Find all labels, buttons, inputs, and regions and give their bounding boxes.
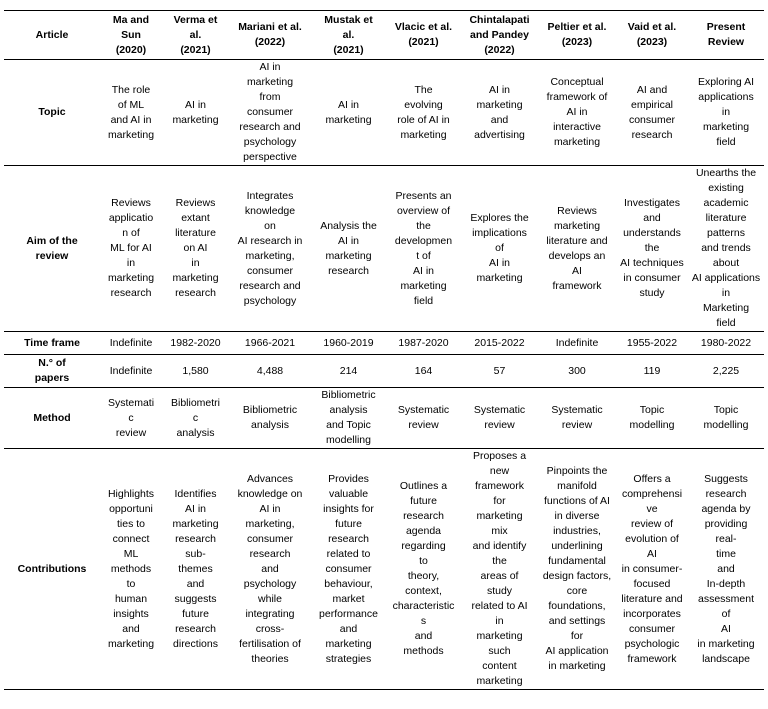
table-cell: Systematic review [461, 388, 538, 449]
table-cell: Investigates and understands the AI techniques in consumer study [616, 166, 688, 332]
header-col-present: Present Review [688, 11, 764, 60]
table-cell: Advances knowledge on AI in marketing, consumer research and psychology while integrating cross- fertilisation of theories [229, 449, 311, 690]
table-cell: 1960-2019 [311, 332, 386, 355]
table-cell: 119 [616, 355, 688, 388]
table-cell: Reviews marketing literature and develops an AI framework [538, 166, 616, 332]
table-cell: Bibliometri c analysis [162, 388, 229, 449]
header-article: Article [4, 11, 100, 60]
table-row-method [4, 388, 764, 449]
table-cell: 2015-2022 [461, 332, 538, 355]
row-label: Aim of the review [4, 166, 100, 332]
row-label: Contributions [4, 449, 100, 690]
table-cell: 1966-2021 [229, 332, 311, 355]
header-col-ma-sun: Ma and Sun (2020) [100, 11, 162, 60]
table-cell: Indefinite [100, 355, 162, 388]
table-cell: 2,225 [688, 355, 764, 388]
table-row-contributions [4, 449, 764, 690]
table-cell: Conceptual framework of AI in interactive marketing [538, 60, 616, 166]
table-cell: Outlines a future research agenda regarding to theory, context, characteristic s and methods [386, 449, 461, 690]
row-label: N.° of papers [4, 355, 100, 388]
row-label: Topic [4, 60, 100, 166]
table-cell: The evolving role of AI in marketing [386, 60, 461, 166]
header-col-mariani: Mariani et al. (2022) [229, 11, 311, 60]
table-cell: 164 [386, 355, 461, 388]
table-cell: Provides valuable insights for future research related to consumer behaviour, market performance and marketing strategies [311, 449, 386, 690]
table-cell: Highlights opportuni ties to connect ML methods to human insights and marketing [100, 449, 162, 690]
table-cell: 57 [461, 355, 538, 388]
table-cell: Systemati c review [100, 388, 162, 449]
table-cell: AI in marketing [311, 60, 386, 166]
table-cell: AI in marketing [162, 60, 229, 166]
table-cell: The role of ML and AI in marketing [100, 60, 162, 166]
header-col-vaid: Vaid et al. (2023) [616, 11, 688, 60]
row-label: Method [4, 388, 100, 449]
table-row-time-frame [4, 332, 764, 355]
table-cell: Reviews extant literature on AI in marketing research [162, 166, 229, 332]
table-cell: 1982-2020 [162, 332, 229, 355]
table-cell: 4,488 [229, 355, 311, 388]
literature-review-comparison-table [4, 10, 764, 690]
row-label: Time frame [4, 332, 100, 355]
table-cell: Exploring AI applications in marketing field [688, 60, 764, 166]
table-cell: 300 [538, 355, 616, 388]
literature-review-comparison-table-wrapper [4, 10, 764, 690]
table-cell: Suggests research agenda by providing real- time and In-depth assessment of AI in marketing landscape [688, 449, 764, 690]
table-cell: Unearths the existing academic literature patterns and trends about AI applications in Marketing field [688, 166, 764, 332]
table-cell: AI in marketing from consumer research and psychology perspective [229, 60, 311, 166]
table-cell: 1955-2022 [616, 332, 688, 355]
table-cell: Identifies AI in marketing research sub- themes and suggests future research directions [162, 449, 229, 690]
table-cell: Bibliometric analysis [229, 388, 311, 449]
table-cell: AI and empirical consumer research [616, 60, 688, 166]
header-col-peltier: Peltier et al. (2023) [538, 11, 616, 60]
table-cell: Systematic review [538, 388, 616, 449]
table-cell: Offers a comprehensi ve review of evolution of AI in consumer- focused literature and incorporates consumer psychologic framework [616, 449, 688, 690]
header-col-mustak: Mustak et al. (2021) [311, 11, 386, 60]
table-cell: Reviews applicatio n of ML for AI in marketing research [100, 166, 162, 332]
header-col-chintalapati: Chintalapati and Pandey (2022) [461, 11, 538, 60]
table-cell: 1,580 [162, 355, 229, 388]
table-cell: AI in marketing and advertising [461, 60, 538, 166]
table-cell: Topic modelling [688, 388, 764, 449]
table-cell: Pinpoints the manifold functions of AI in diverse industries, underlining fundamental design factors, core foundations, and settings for AI application in marketing [538, 449, 616, 690]
table-cell: 214 [311, 355, 386, 388]
header-row [4, 11, 764, 60]
header-col-verma: Verma et al. (2021) [162, 11, 229, 60]
table-cell: Systematic review [386, 388, 461, 449]
table-cell: Proposes a new framework for marketing mix and identify the areas of study related to AI in marketing such content marketing [461, 449, 538, 690]
table-cell: Indefinite [538, 332, 616, 355]
table-row-topic [4, 60, 764, 166]
table-cell: Analysis the AI in marketing research [311, 166, 386, 332]
table-cell: 1987-2020 [386, 332, 461, 355]
table-row-aim [4, 166, 764, 332]
table-cell: Topic modelling [616, 388, 688, 449]
table-cell: Explores the implications of AI in marketing [461, 166, 538, 332]
table-cell: 1980-2022 [688, 332, 764, 355]
header-col-vlacic: Vlacic et al. (2021) [386, 11, 461, 60]
table-cell: Presents an overview of the developmen t of AI in marketing field [386, 166, 461, 332]
table-row-number-of-papers [4, 355, 764, 388]
table-cell: Integrates knowledge on AI research in marketing, consumer research and psychology [229, 166, 311, 332]
table-cell: Indefinite [100, 332, 162, 355]
table-cell: Bibliometric analysis and Topic modelling [311, 388, 386, 449]
